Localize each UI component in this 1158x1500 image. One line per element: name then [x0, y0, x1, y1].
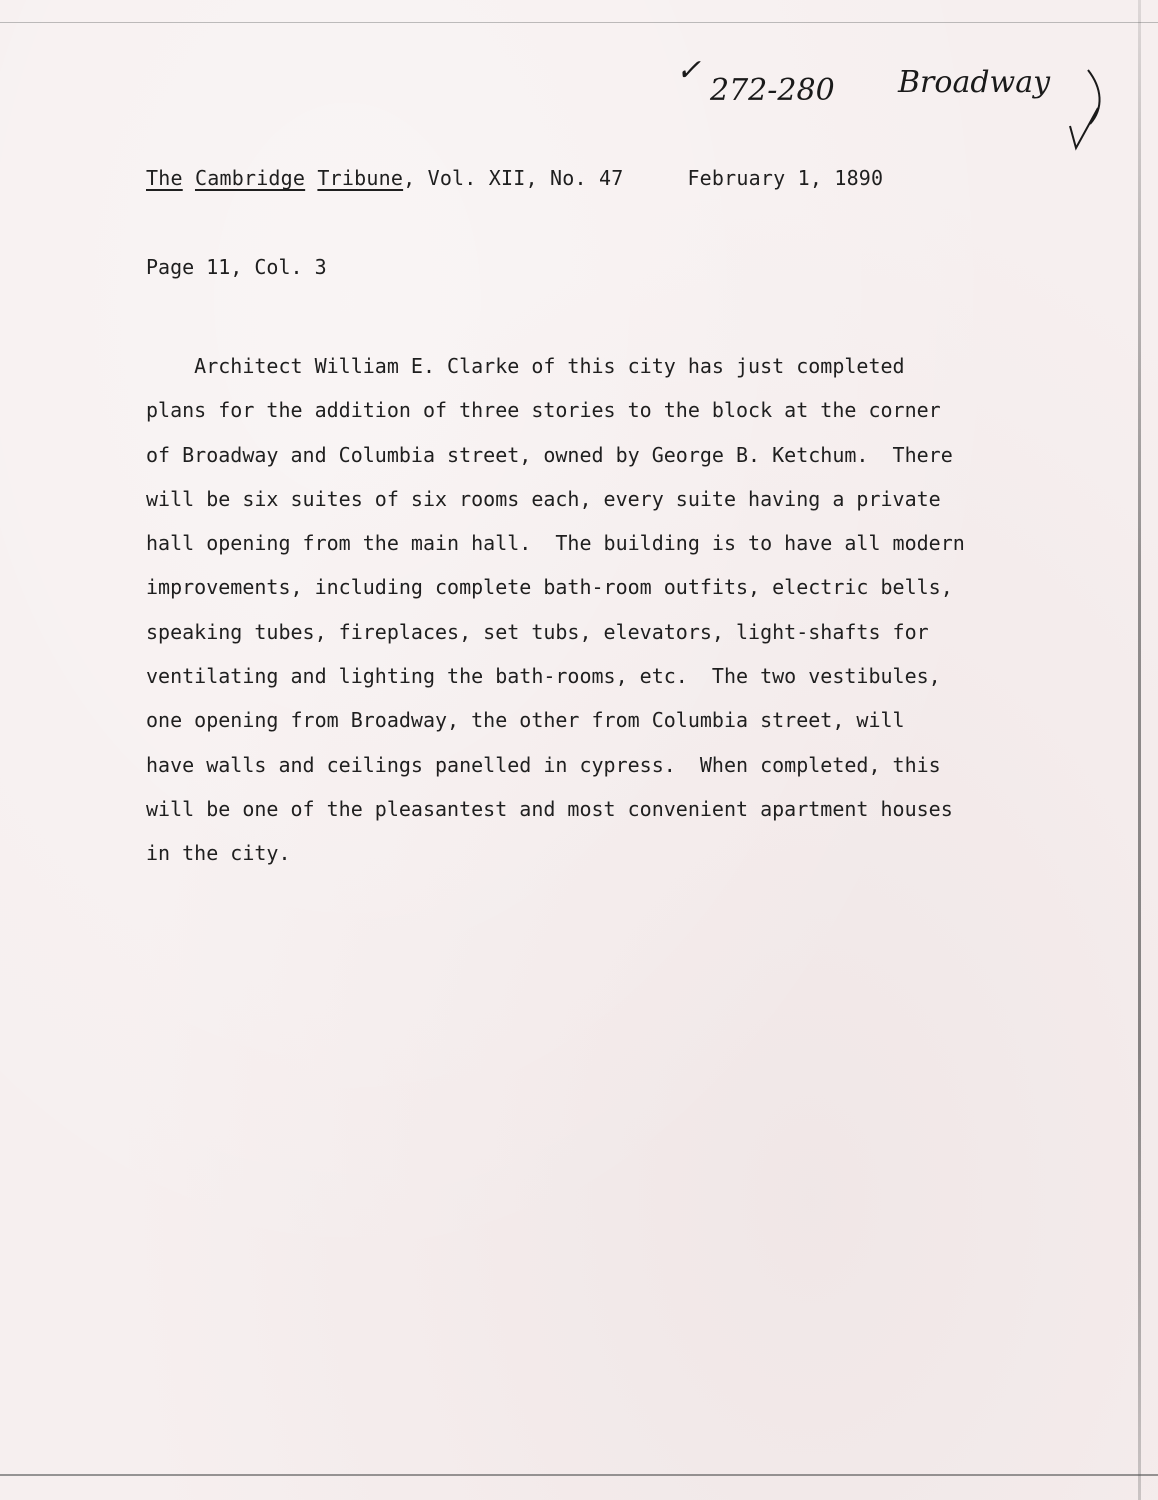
citation-the: The — [146, 166, 183, 190]
bottom-edge-rule — [0, 1474, 1158, 1476]
handwritten-address: 272-280 — [710, 73, 835, 108]
handwritten-street: Broadway — [898, 65, 1051, 100]
right-edge-shadow — [1138, 0, 1141, 1500]
citation-volume: , Vol. XII, No. 47 — [403, 166, 624, 190]
page-column-reference: Page 11, Col. 3 — [146, 255, 327, 279]
body-line: will be one of the pleasantest and most convenient apartment houses — [146, 796, 953, 821]
top-edge-rule — [0, 22, 1158, 23]
handwritten-annotation — [670, 48, 1130, 168]
body-line: speaking tubes, fireplaces, set tubs, elevators, light-shafts for — [146, 619, 929, 644]
body-line: improvements, including complete bath-room outfits, electric bells, — [146, 575, 953, 600]
citation-cambridge: Cambridge — [194, 166, 306, 190]
body-line: ventilating and lighting the bath-rooms, etc. The two vestibules, — [146, 664, 941, 689]
article-body — [146, 344, 1086, 876]
body-line: hall opening from the main hall. The building is to have all modern — [146, 531, 965, 556]
body-line: in the city. — [146, 841, 291, 866]
body-line: of Broadway and Columbia street, owned by George B. Ketchum. There — [146, 442, 953, 467]
body-line: plans for the addition of three stories to the block at the corner — [146, 398, 941, 423]
citation-line — [146, 166, 883, 190]
body-line: one opening from Broadway, the other from Columbia street, will — [146, 708, 905, 733]
second-check-mark-icon — [1070, 108, 1098, 148]
check-mark-icon: ✓ — [676, 53, 702, 88]
body-line: have walls and ceilings panelled in cypress. When completed, this — [146, 752, 941, 777]
body-line: Architect William E. Clarke of this city has just completed — [146, 354, 905, 378]
citation-tribune: Tribune — [317, 166, 404, 190]
citation-date: February 1, 1890 — [687, 166, 884, 190]
body-line: will be six suites of six rooms each, every suite having a private — [146, 486, 941, 511]
